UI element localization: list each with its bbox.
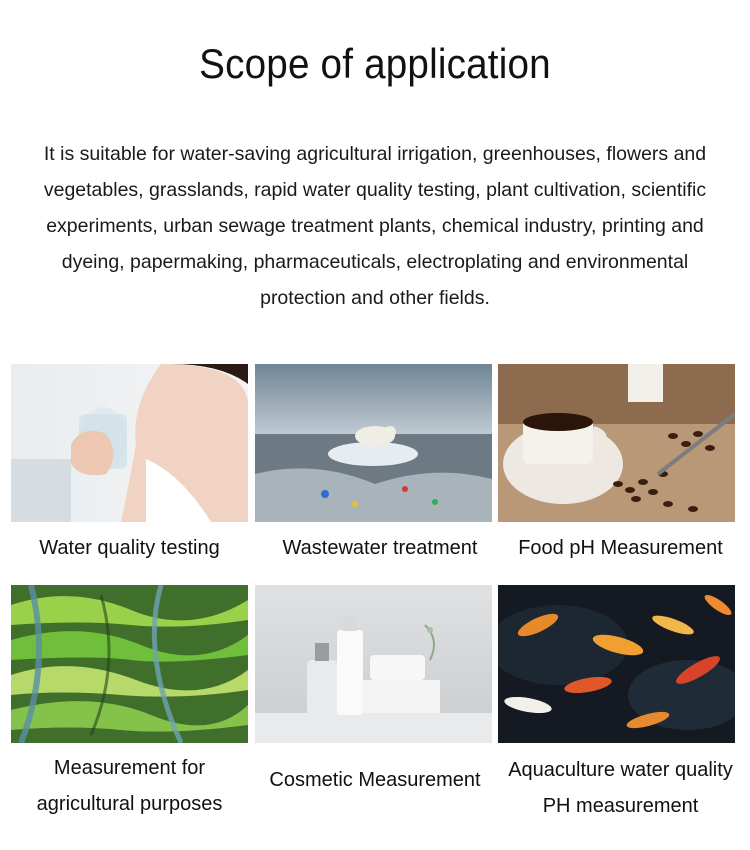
page-title: Scope of application	[199, 40, 551, 87]
caption-agricultural-line2: agricultural purposes	[36, 793, 223, 815]
rice-terraces-photo	[11, 585, 248, 743]
caption-water-quality-testing: Water quality testing	[39, 537, 220, 559]
coffee-cup-and-beans-photo	[498, 364, 735, 522]
koi-fish-pond-photo	[498, 585, 735, 743]
polar-bear-on-ice-photo	[255, 364, 492, 522]
caption-cosmetic-measurement: Cosmetic Measurement	[269, 769, 481, 791]
cosmetic-bottles-photo	[255, 585, 492, 743]
caption-food-ph-measurement: Food pH Measurement	[518, 537, 723, 559]
description-text: It is suitable for water-saving agricultural irrigation, greenhouses, flowers and vegetables, grasslands, rapid water quality testing, plant cultivation, scientific experiments, urban sewage treatment plants, chemical industry, printing and dyeing, papermaking, pharmaceuticals, electroplating and environmental protection and other fields.	[43, 143, 707, 309]
woman-drinking-water-photo	[11, 364, 248, 522]
caption-agricultural-line1: Measurement for	[53, 757, 206, 779]
caption-wastewater-treatment: Wastewater treatment	[282, 537, 478, 559]
caption-aquaculture-line2: PH measurement	[542, 795, 699, 817]
caption-aquaculture-line1: Aquaculture water quality	[508, 759, 733, 781]
